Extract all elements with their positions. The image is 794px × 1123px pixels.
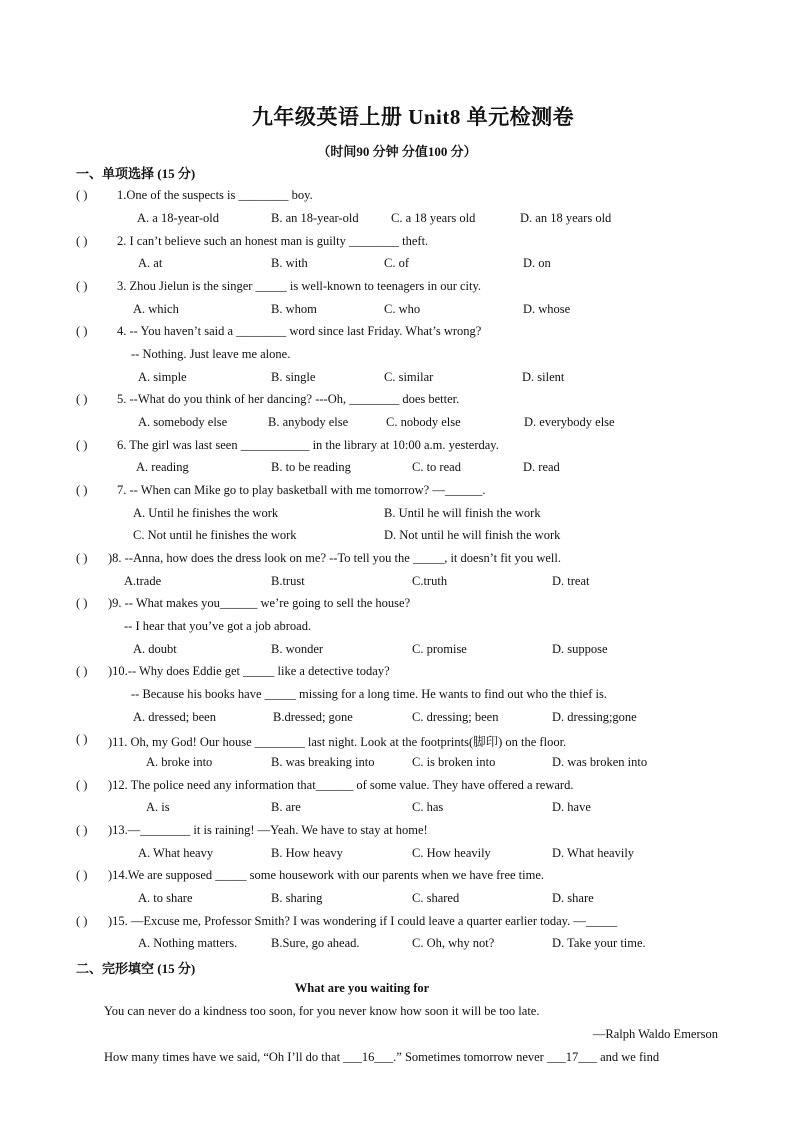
option-c: C. a 18 years old <box>391 211 476 225</box>
option-a: A. to share <box>138 891 193 905</box>
answer-blank: ( ) <box>76 483 88 497</box>
question-stem: )14.We are supposed _____ some housework with our parents when we have free time. <box>108 868 545 882</box>
question-stem: 6. The girl was last seen ___________ in the library at 10:00 a.m. yesterday. <box>117 438 499 452</box>
option-d: D. an 18 years old <box>520 211 612 225</box>
question-dialogue-line: -- Nothing. Just leave me alone. <box>131 347 291 361</box>
option-a: A. broke into <box>146 755 213 769</box>
option-a: A. Nothing matters. <box>138 936 238 950</box>
answer-blank: ( ) <box>76 596 88 610</box>
answer-blank: ( ) <box>76 188 88 202</box>
answer-blank: ( ) <box>76 234 88 248</box>
option-c: C. has <box>412 800 444 814</box>
option-a: A. dressed; been <box>133 710 216 724</box>
option-b: B. wonder <box>271 642 324 656</box>
question-stem: )9. -- What makes you______ we’re going to sell the house? <box>108 596 411 610</box>
page-subtitle: （时间90 分钟 分值100 分） <box>317 144 477 159</box>
option-d: D. suppose <box>552 642 608 656</box>
option-d: D. share <box>552 891 594 905</box>
option-a: A. at <box>138 256 163 270</box>
question-dialogue-line: -- Because his books have _____ missing for a long time. He wants to find out who the thief is. <box>131 687 607 701</box>
option-b: B.Sure, go ahead. <box>271 936 360 950</box>
answer-blank: ( ) <box>76 823 88 837</box>
option-a: A. somebody else <box>138 415 228 429</box>
option-d: D. whose <box>523 302 571 316</box>
option-c: C. of <box>384 256 409 270</box>
option-b: B. Until he will finish the work <box>384 506 541 520</box>
option-a: A. simple <box>138 370 187 384</box>
option-c: C. is broken into <box>412 755 496 769</box>
option-b: B. was breaking into <box>271 755 375 769</box>
passage-quote: You can never do a kindness too soon, for you never know how soon it will be too late. <box>104 1004 540 1018</box>
option-d: D. was broken into <box>552 755 648 769</box>
question-stem: )13.—________ it is raining! —Yeah. We have to stay at home! <box>108 823 428 837</box>
option-b: B. an 18-year-old <box>271 211 359 225</box>
question-stem: )15. —Excuse me, Professor Smith? I was wondering if I could leave a quarter earlier today. —_____ <box>108 914 618 928</box>
option-b: B. are <box>271 800 301 814</box>
option-c: C.truth <box>412 574 448 588</box>
answer-blank: ( ) <box>76 279 88 293</box>
option-c: C. shared <box>412 891 460 905</box>
option-a: A. which <box>133 302 179 316</box>
option-b: B. anybody else <box>268 415 349 429</box>
option-c: C. who <box>384 302 421 316</box>
question-stem: 3. Zhou Jielun is the singer _____ is well-known to teenagers in our city. <box>117 279 482 293</box>
question-stem: 2. I can’t believe such an honest man is guilty ________ theft. <box>117 234 429 248</box>
option-c: C. similar <box>384 370 434 384</box>
option-c: C. How heavily <box>412 846 491 860</box>
question-stem: 1.One of the suspects is ________ boy. <box>117 188 313 202</box>
answer-blank: ( ) <box>76 868 88 882</box>
question-stem: 7. -- When can Mike go to play basketball with me tomorrow? —______. <box>117 483 486 497</box>
option-d: D. read <box>523 460 560 474</box>
option-d: D. Not until he will finish the work <box>384 528 561 542</box>
option-d: D. Take your time. <box>552 936 646 950</box>
option-d: D. What heavily <box>552 846 635 860</box>
answer-blank: ( ) <box>76 438 88 452</box>
option-c: C. Not until he finishes the work <box>133 528 297 542</box>
option-a: A. a 18-year-old <box>137 211 220 225</box>
option-c: C. Oh, why not? <box>412 936 495 950</box>
option-d: D. everybody else <box>524 415 615 429</box>
option-b: B. whom <box>271 302 317 316</box>
option-d: D. on <box>523 256 551 270</box>
quote-author: —Ralph Waldo Emerson <box>592 1027 718 1041</box>
option-b: B. How heavy <box>271 846 343 860</box>
option-b: B.trust <box>271 574 305 588</box>
answer-blank: ( ) <box>76 324 88 338</box>
option-b: B. to be reading <box>271 460 351 474</box>
question-stem: )12. The police need any information that______ of some value. They have offered a reward. <box>108 778 574 792</box>
option-d: D. silent <box>522 370 565 384</box>
section-heading-cloze: 二、完形填空 (15 分) <box>76 961 196 976</box>
option-d: D. have <box>552 800 591 814</box>
option-a: A.trade <box>124 574 162 588</box>
option-d: D. dressing;gone <box>552 710 637 724</box>
option-c: C. promise <box>412 642 467 656</box>
question-stem: 5. --What do you think of her dancing? ---Oh, ________ does better. <box>117 392 460 406</box>
option-a: A. Until he finishes the work <box>133 506 279 520</box>
option-a: A. reading <box>136 460 189 474</box>
option-a: A. is <box>146 800 170 814</box>
option-b: B. single <box>271 370 316 384</box>
option-a: A. What heavy <box>138 846 214 860</box>
question-stem: )8. --Anna, how does the dress look on me? --To tell you the _____, it doesn’t fit you well. <box>108 551 561 565</box>
answer-blank: ( ) <box>76 664 88 678</box>
passage-title: What are you waiting for <box>294 981 430 995</box>
answer-blank: ( ) <box>76 732 88 746</box>
section-heading-single-choice: 一、单项选择 (15 分) <box>76 166 196 181</box>
passage-paragraph: How many times have we said, “Oh I’ll do that ___16___.” Sometimes tomorrow never ___17___ and we find <box>104 1050 660 1064</box>
answer-blank: ( ) <box>76 778 88 792</box>
option-b: B.dressed; gone <box>273 710 353 724</box>
option-b: B. sharing <box>271 891 323 905</box>
answer-blank: ( ) <box>76 551 88 565</box>
option-a: A. doubt <box>133 642 177 656</box>
page-title: 九年级英语上册 Unit8 单元检测卷 <box>251 105 575 129</box>
option-d: D. treat <box>552 574 590 588</box>
question-stem: )11. Oh, my God! Our house ________ last night. Look at the footprints(脚印) on the floor. <box>108 735 567 749</box>
question-dialogue-line: -- I hear that you’ve got a job abroad. <box>124 619 312 633</box>
option-b: B. with <box>271 256 308 270</box>
question-stem: 4. -- You haven’t said a ________ word since last Friday. What’s wrong? <box>117 324 482 338</box>
option-c: C. nobody else <box>386 415 461 429</box>
option-c: C. dressing; been <box>412 710 499 724</box>
question-stem: )10.-- Why does Eddie get _____ like a detective today? <box>108 664 390 678</box>
option-c: C. to read <box>412 460 461 474</box>
answer-blank: ( ) <box>76 914 88 928</box>
answer-blank: ( ) <box>76 392 88 406</box>
